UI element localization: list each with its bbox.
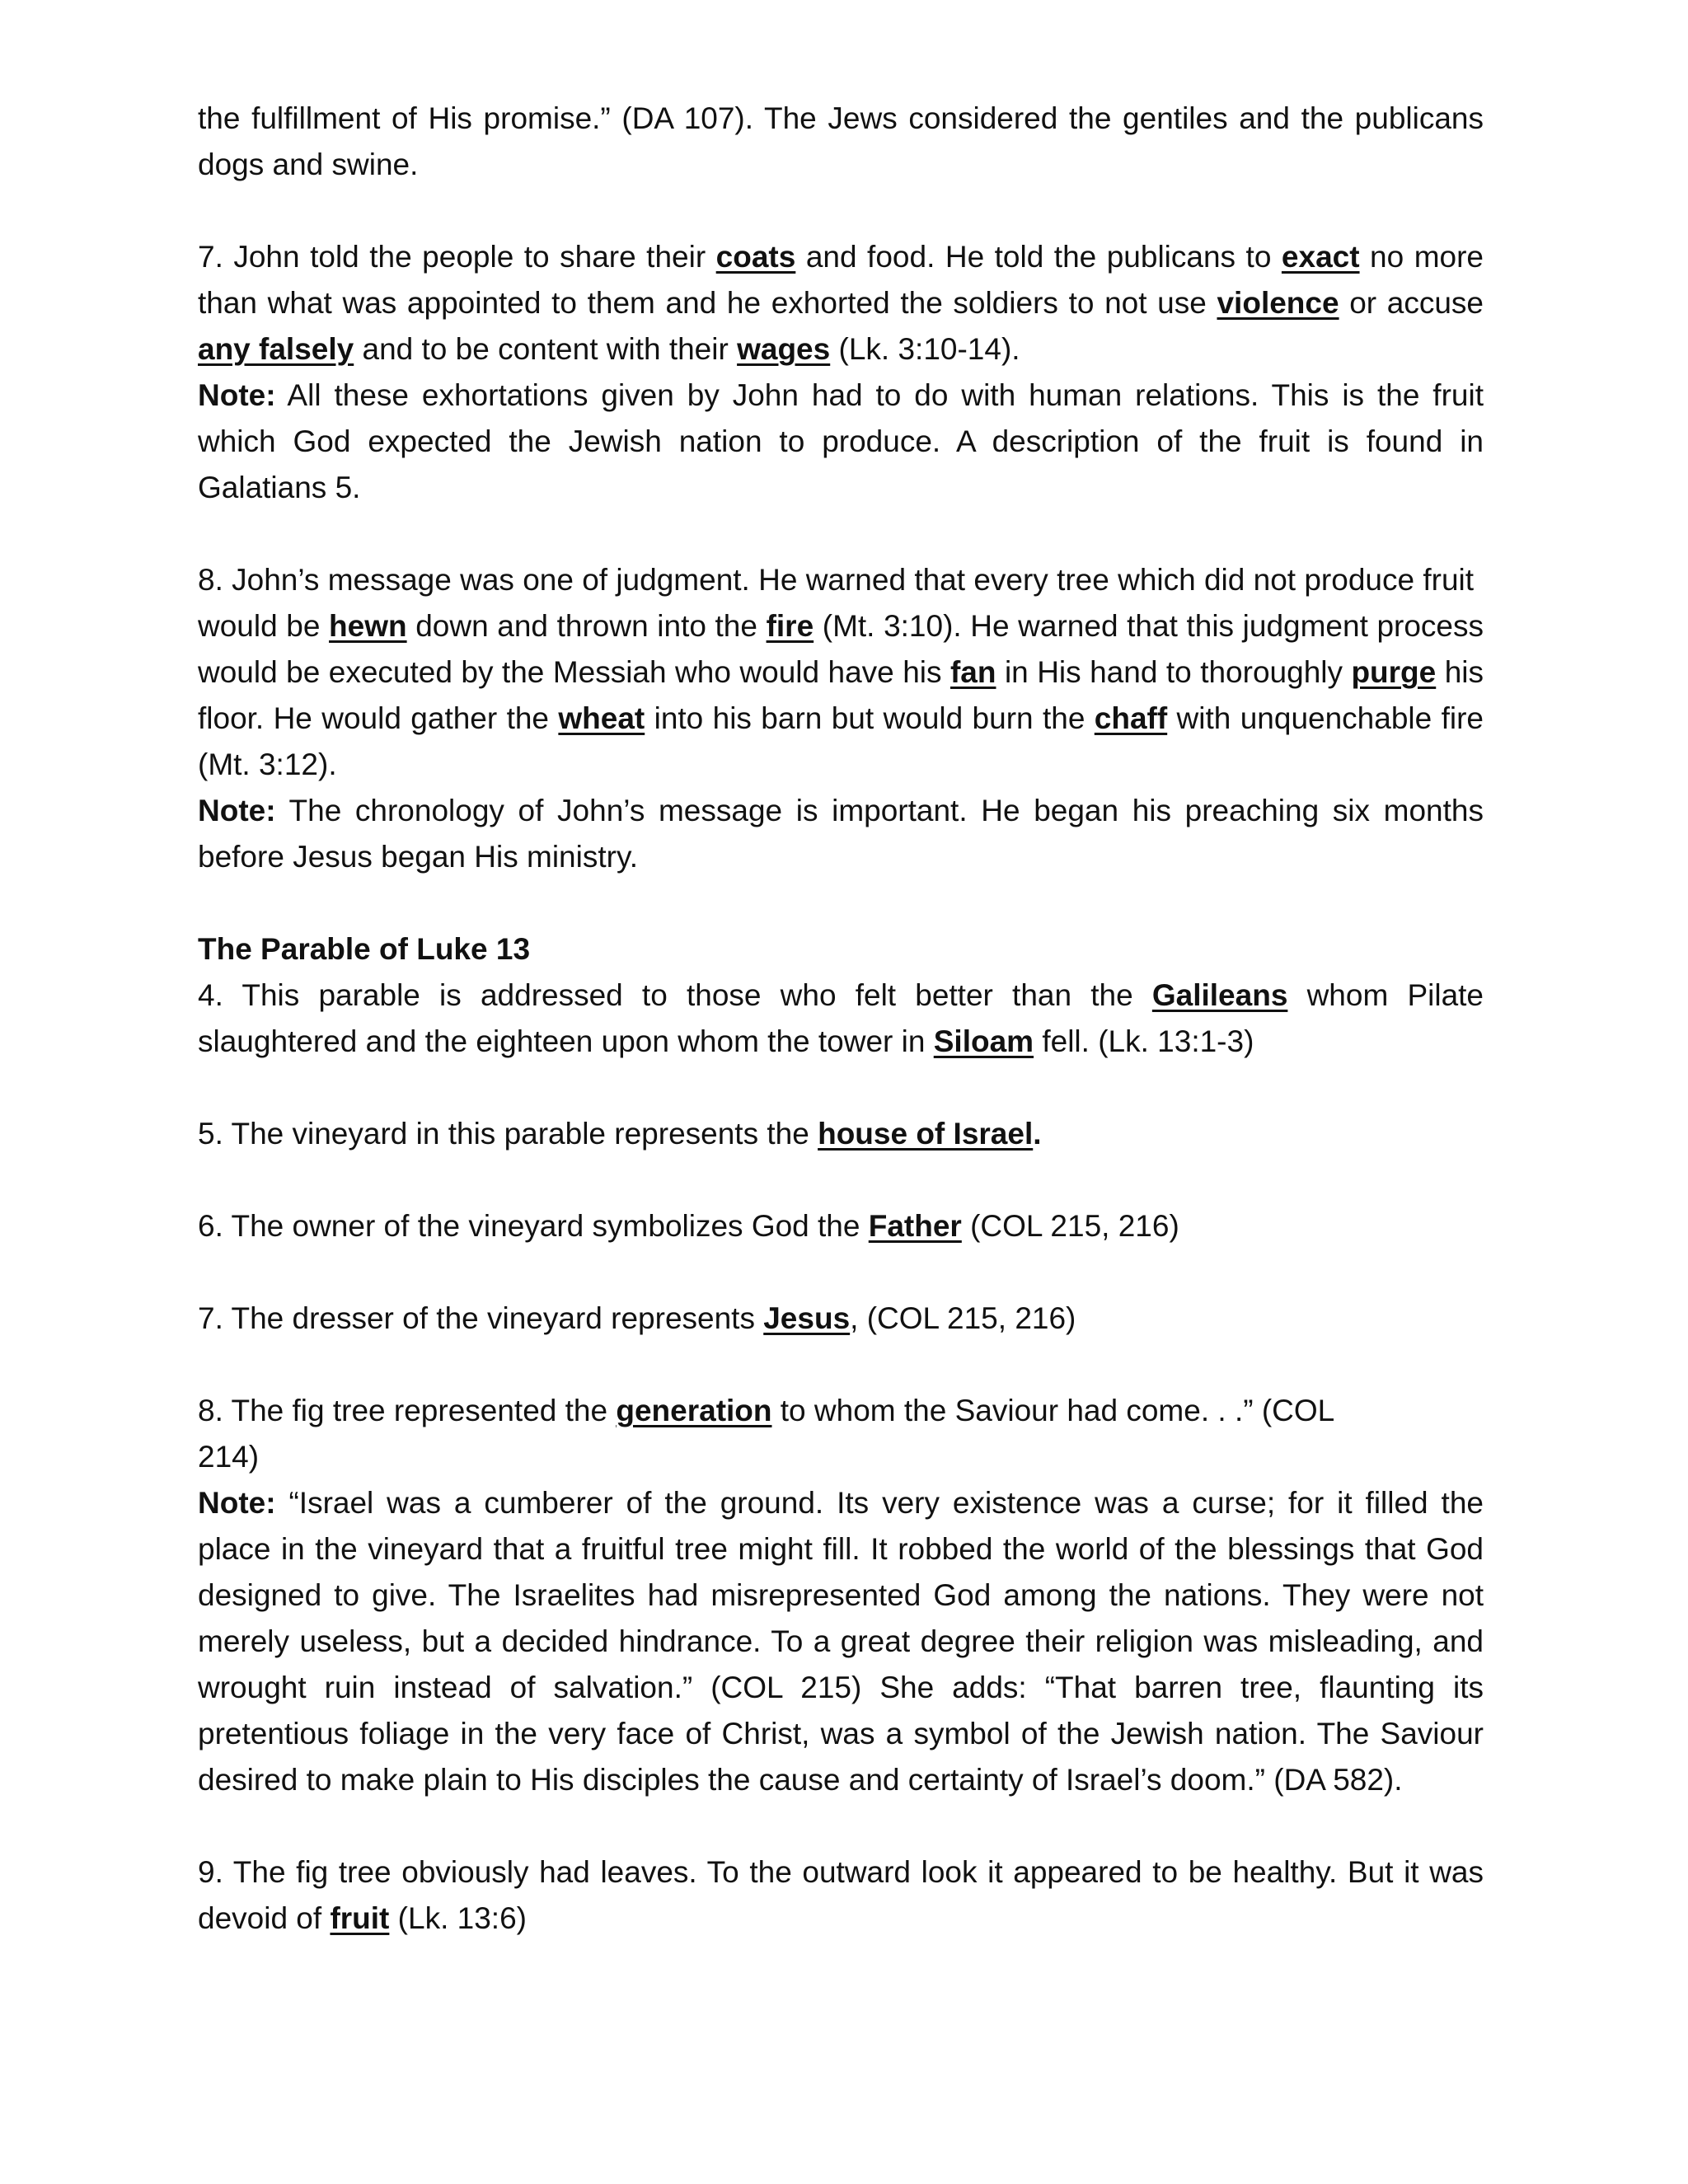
- section-point-7: [198, 1296, 1484, 1342]
- section-point-5: [198, 1111, 1484, 1157]
- section-point-4-text: 4. This parable is addressed to those who felt better than the: [198, 978, 1152, 1012]
- section-point-5-text: 5. The vineyard in this parable represents the: [198, 1117, 818, 1151]
- intro-line-2: dogs and swine.: [198, 148, 419, 181]
- spacer: [198, 1065, 1484, 1111]
- spacer: [198, 511, 1484, 557]
- section-point-7-text: 7. The dresser of the vineyard represents: [198, 1301, 764, 1335]
- spacer: [198, 188, 1484, 234]
- keyword-fire: fire: [766, 609, 814, 643]
- point-7-text: and to be content with their: [354, 332, 738, 366]
- point-8-text: his floor. He would gather the: [198, 655, 1484, 735]
- spacer: [198, 880, 1484, 926]
- section-point-6-text: (COL 215, 216): [961, 1209, 1179, 1243]
- section-point-9: [198, 1849, 1484, 1942]
- point-7-text: and food. He told the publicans to: [795, 240, 1282, 274]
- keyword-jesus: Jesus: [763, 1301, 851, 1335]
- section-point-8-text: to whom the Saviour had come. . .” (COL: [771, 1394, 1335, 1427]
- keyword-any-falsely: any falsely: [198, 332, 354, 366]
- section-point-9-text: (Lk. 13:6): [389, 1901, 527, 1935]
- keyword-galileans: Galileans: [1151, 978, 1288, 1012]
- note-section-8-text: “Israel was a cumberer of the ground. Its very existence was a curse; for it filled the place in the vineyard that a fruitful tree might fill. It robbed the world of the blessings that God designed to give. The Israelites had misrepresented God among the nations. They were not merely useless, but a decided hindrance. To a great degree their religion was misleading, and wrought ruin instead of salvation.” (COL 215) She adds: “That barren tree, flaunting its pretentious foliage in the very face of Christ, was a symbol of the Jewish nation. The Saviour desired to make plain to His disciples the cause and certainty of Israel’s doom.” (DA 582).: [198, 1486, 1484, 1797]
- keyword-wages: wages: [737, 332, 831, 366]
- keyword-exact: exact: [1281, 240, 1360, 274]
- point-7-text: no more than what was appointed to them and he exhorted the soldiers to not use: [198, 240, 1484, 320]
- keyword-violence: violence: [1217, 286, 1339, 320]
- keyword-generation: generation: [616, 1394, 772, 1427]
- intro-paragraph: [198, 96, 1484, 188]
- section-point-9-text: 9. The fig tree obviously had leaves. To the outward look it appeared to be healthy. But it was devoid of: [198, 1855, 1484, 1935]
- keyword-purge: purge: [1351, 655, 1437, 689]
- point-7-text: 7. John told the people to share their: [198, 240, 716, 274]
- point-8-text: would be: [198, 609, 330, 643]
- keyword-coats: coats: [715, 240, 796, 274]
- point-8-text: with unquenchable fire (Mt. 3:12).: [198, 701, 1484, 781]
- point-8-text: down and thrown into the: [406, 609, 767, 643]
- note-label: Note:: [198, 794, 276, 827]
- spacer: [198, 1157, 1484, 1203]
- note-label: Note:: [198, 378, 276, 412]
- section-point-4-text: whom Pilate slaughtered and the eighteen upon whom the tower in: [198, 978, 1484, 1058]
- point-8-paragraph: [198, 603, 1484, 788]
- point-7-text: or accuse: [1339, 286, 1484, 320]
- keyword-wheat: wheat: [558, 701, 645, 735]
- point-8-line-1: 8. John’s message was one of judgment. He warned that every tree which did not produce fruit: [198, 563, 1475, 597]
- note-section-8-paragraph: [198, 1480, 1484, 1803]
- section-point-5-period: .: [1033, 1117, 1042, 1151]
- section-heading: The Parable of Luke 13: [198, 932, 531, 966]
- point-8-text: in His hand to thoroughly: [996, 655, 1352, 689]
- point-7-paragraph: [198, 234, 1484, 373]
- point-8-text: into his barn but would burn the: [645, 701, 1095, 735]
- keyword-fruit: fruit: [330, 1901, 390, 1935]
- intro-line-1: the fulfillment of His promise.” (DA 107). The Jews considered the gentiles and the publicans: [198, 101, 1484, 135]
- section-point-4-text: fell. (Lk. 13:1-3): [1034, 1024, 1254, 1058]
- spacer: [198, 1249, 1484, 1296]
- note-7-paragraph: [198, 373, 1484, 511]
- spacer: [198, 1342, 1484, 1388]
- keyword-fan: fan: [950, 655, 996, 689]
- keyword-house-of-israel: house of Israel: [818, 1117, 1034, 1151]
- section-point-8: [198, 1388, 1484, 1434]
- spacer: [198, 1803, 1484, 1849]
- keyword-siloam: Siloam: [933, 1024, 1034, 1058]
- point-8-text: (Mt. 3:10). He warned that this judgment process would be executed by the Messiah who would have his: [198, 609, 1484, 689]
- document-page: [198, 96, 1484, 1942]
- section-point-8-line-2: 214): [198, 1440, 260, 1474]
- point-7-text: (Lk. 3:10-14).: [830, 332, 1020, 366]
- note-8-text: The chronology of John’s message is important. He began his preaching six months before Jesus began His ministry.: [198, 794, 1484, 874]
- section-point-7-text: , (COL 215, 216): [850, 1301, 1076, 1335]
- section-point-8-text: 8. The fig tree represented the: [198, 1394, 617, 1427]
- section-point-6-text: 6. The owner of the vineyard symbolizes God the: [198, 1209, 869, 1243]
- note-8-paragraph: [198, 788, 1484, 880]
- section-point-6: [198, 1203, 1484, 1249]
- keyword-hewn: hewn: [329, 609, 407, 643]
- keyword-father: Father: [868, 1209, 962, 1243]
- note-label: Note:: [198, 1486, 276, 1520]
- keyword-chaff: chaff: [1094, 701, 1168, 735]
- note-7-text: All these exhortations given by John had to do with human relations. This is the fruit which God expected the Jewish nation to produce. A description of the fruit is found in Galatians 5.: [198, 378, 1484, 504]
- section-point-4: [198, 972, 1484, 1065]
